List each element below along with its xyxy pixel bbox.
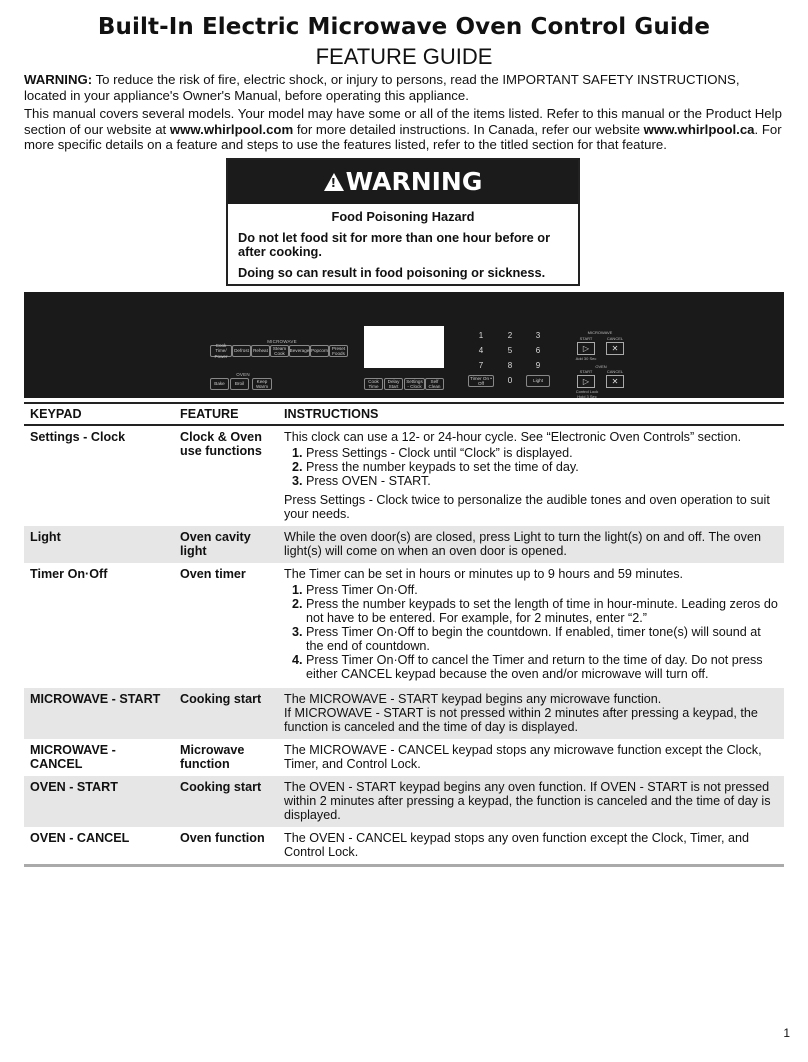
num-0: 0: [507, 376, 513, 385]
warning-paragraph: [24, 72, 784, 103]
instructions-steps: [284, 446, 780, 488]
feature-cell: Clock & Oven use functions: [180, 430, 262, 458]
step: 2. Press the number keypads to set the length of time in hour-minute. Leading zeros do not have to be entered. For example, for 2 minutes, enter “2.”: [306, 597, 780, 625]
num-1: 1: [478, 331, 484, 340]
num-5: 5: [507, 346, 513, 355]
col-feature: FEATURE: [174, 403, 278, 425]
key-steam-cook: Steam Cook: [270, 345, 289, 357]
key-popcorn: Popcorn: [310, 345, 329, 357]
instructions-intro: The MICROWAVE - START keypad begins any microwave function.: [284, 692, 662, 706]
key-delay-start: Delay Start: [384, 378, 403, 390]
instructions-cell: [278, 425, 784, 526]
table-row: [24, 688, 784, 739]
key-cook-time: Cook Time: [364, 378, 383, 390]
num-3: 3: [535, 331, 541, 340]
mw-start-play-icon: ▷: [577, 342, 595, 355]
key-reheat: Reheat: [251, 345, 270, 357]
page-subtitle: FEATURE GUIDE: [315, 44, 493, 69]
key-broil: Broil: [230, 378, 249, 390]
oven-cancel-x-icon: ✕: [606, 375, 624, 388]
website-link-ca[interactable]: www.whirlpool.ca: [643, 121, 755, 137]
num-7: 7: [478, 361, 484, 370]
table-row: [24, 425, 784, 526]
table-row: [24, 526, 784, 563]
page-number: 1: [783, 1026, 790, 1040]
intro-text-a: This manual covers several models. Your model may have some or all of the items listed. Refer to this manual or the Product Help section of our website at: [24, 106, 782, 137]
table-header-row: [24, 403, 784, 425]
key-settings-clock: Settings - Clock: [404, 378, 425, 390]
keypad-cell: Light: [24, 526, 174, 563]
keypad-cell: Settings - Clock: [30, 430, 126, 444]
panel-display: [364, 326, 444, 368]
instructions-intro: The Timer can be set in hours or minutes up to 9 hours and 59 minutes.: [284, 567, 684, 581]
key-cook-time-power: Cook Time/ Power: [210, 345, 232, 357]
keypad-cell: OVEN - START: [24, 776, 174, 827]
mw-cancel-x-icon: ✕: [606, 342, 624, 355]
key-self-clean: Self Clean: [425, 378, 444, 390]
key-defrost: Defrost: [232, 345, 251, 357]
key-light: Light: [526, 375, 550, 387]
num-8: 8: [507, 361, 513, 370]
website-link-us[interactable]: www.whirlpool.com: [169, 121, 294, 137]
page-title: Built-In Electric Microwave Oven Control Guide: [97, 14, 711, 40]
right-microwave-label: MICROWAVE: [587, 330, 613, 335]
instructions-cell: While the oven door(s) are closed, press Light to turn the light(s) on and off. The oven light(s) will come on when an oven door is opened.: [278, 526, 784, 563]
step: 1. Press Timer On·Off.: [306, 583, 780, 597]
feature-cell: Microwave function: [180, 743, 245, 771]
feature-cell: Cooking start: [174, 688, 278, 739]
num-6: 6: [535, 346, 541, 355]
instructions-cell: The OVEN - START keypad begins any oven function. If OVEN - START is not pressed within 2 minutes after pressing a keypad, the function is canceled and the time of day is displayed.: [278, 776, 784, 827]
instructions-intro-2: If MICROWAVE - START is not pressed within 2 minutes after pressing a keypad, the function is canceled and the time of day is displayed.: [284, 706, 758, 734]
add-30-sec-label: Add 30 Sec: [575, 356, 597, 361]
intro-text-c: . For more specific details on a feature and steps to use the features listed, refer to the titled section for that feature.: [24, 121, 782, 152]
num-4: 4: [478, 346, 484, 355]
keypad-cell: Timer On·Off: [30, 567, 108, 581]
panel-microwave-label: MICROWAVE: [267, 339, 297, 344]
oven-start-label: START: [579, 369, 593, 374]
feature-cell: Oven function: [180, 831, 265, 845]
step: 3. Press OVEN - START.: [306, 474, 780, 488]
feature-cell: Oven timer: [180, 567, 246, 581]
warning-box-header: [228, 160, 578, 204]
instructions-cell: The OVEN - CANCEL keypad stops any oven function except the Clock, Timer, and Control Lock.: [284, 831, 750, 859]
keypad-cell: OVEN - CANCEL: [30, 831, 130, 845]
intro-paragraph: [24, 106, 784, 153]
instructions-intro: This clock can use a 12- or 24-hour cycle. See “Electronic Oven Controls” section.: [284, 430, 742, 444]
oven-cancel-label: CANCEL: [606, 369, 624, 374]
key-bake: Bake: [210, 378, 229, 390]
instructions-cell: The MICROWAVE - CANCEL keypad stops any microwave function except the Clock, Timer, and Control Lock.: [284, 743, 762, 771]
step: 2. Press the number keypads to set the time of day.: [306, 460, 780, 474]
step: 3. Press Timer On·Off to begin the countdown. If enabled, timer tone(s) will sound at the end of countdown.: [306, 625, 780, 653]
hazard-line-2: Doing so can result in food poisoning or sickness.: [238, 264, 546, 280]
table-row: [24, 827, 784, 864]
feature-table: [24, 402, 784, 867]
feature-cell: Cooking start: [174, 776, 278, 827]
table-row: [24, 739, 784, 776]
mw-cancel-label: CANCEL: [606, 336, 624, 341]
key-beverage: Beverage: [289, 345, 310, 357]
feature-cell: Oven cavity light: [174, 526, 278, 563]
table-end-rule: [24, 864, 784, 867]
table-row: [24, 776, 784, 827]
col-instructions: INSTRUCTIONS: [278, 403, 784, 425]
hazard-title: Food Poisoning Hazard: [331, 209, 475, 224]
hazard-line-1: Do not let food sit for more than one hour before or after cooking.: [238, 229, 551, 259]
warning-triangle-icon: [324, 173, 344, 191]
step: 4. Press Timer On·Off to cancel the Timer and return to the time of day. Do not press either CANCEL keypad because the oven and/or microwave will turn off.: [306, 653, 780, 681]
instructions-steps: [284, 583, 780, 681]
panel-oven-label: OVEN: [236, 372, 250, 377]
warning-label: WARNING:: [24, 72, 93, 87]
step: 1. Press Settings - Clock until “Clock” is displayed.: [306, 446, 780, 460]
key-timer: Timer On • Off: [468, 375, 494, 387]
instructions-cell: [278, 688, 784, 739]
table-row: [24, 563, 784, 688]
keypad-cell: MICROWAVE - CANCEL: [30, 743, 116, 771]
instructions-cell: [278, 563, 784, 688]
intro-text-b: for more detailed instructions. In Canada, refer our website: [293, 121, 644, 137]
warning-box: [226, 158, 580, 286]
col-keypad: KEYPAD: [24, 403, 174, 425]
control-panel-illustration: [24, 292, 784, 398]
warning-text: To reduce the risk of fire, electric shock, or injury to persons, read the IMPORTANT SAFETY INSTRUCTIONS, located in your appliance's Owner's Manual, before operating this appliance.: [24, 72, 740, 103]
key-keep-warm: Keep Warm: [252, 378, 272, 390]
warning-box-heading: WARNING: [345, 167, 483, 196]
oven-start-play-icon: ▷: [577, 375, 595, 388]
num-2: 2: [507, 331, 513, 340]
mw-start-label: START: [579, 336, 593, 341]
instructions-outro: Press Settings - Clock twice to personalize the audible tones and oven operation to suit your needs.: [284, 493, 770, 521]
num-9: 9: [535, 361, 541, 370]
right-oven-label: OVEN: [595, 364, 607, 369]
keypad-cell: MICROWAVE - START: [24, 688, 174, 739]
control-lock-label: Control Lock Hold 3 Sec: [575, 389, 599, 399]
key-preset-foods: Preset Foods: [329, 345, 348, 357]
